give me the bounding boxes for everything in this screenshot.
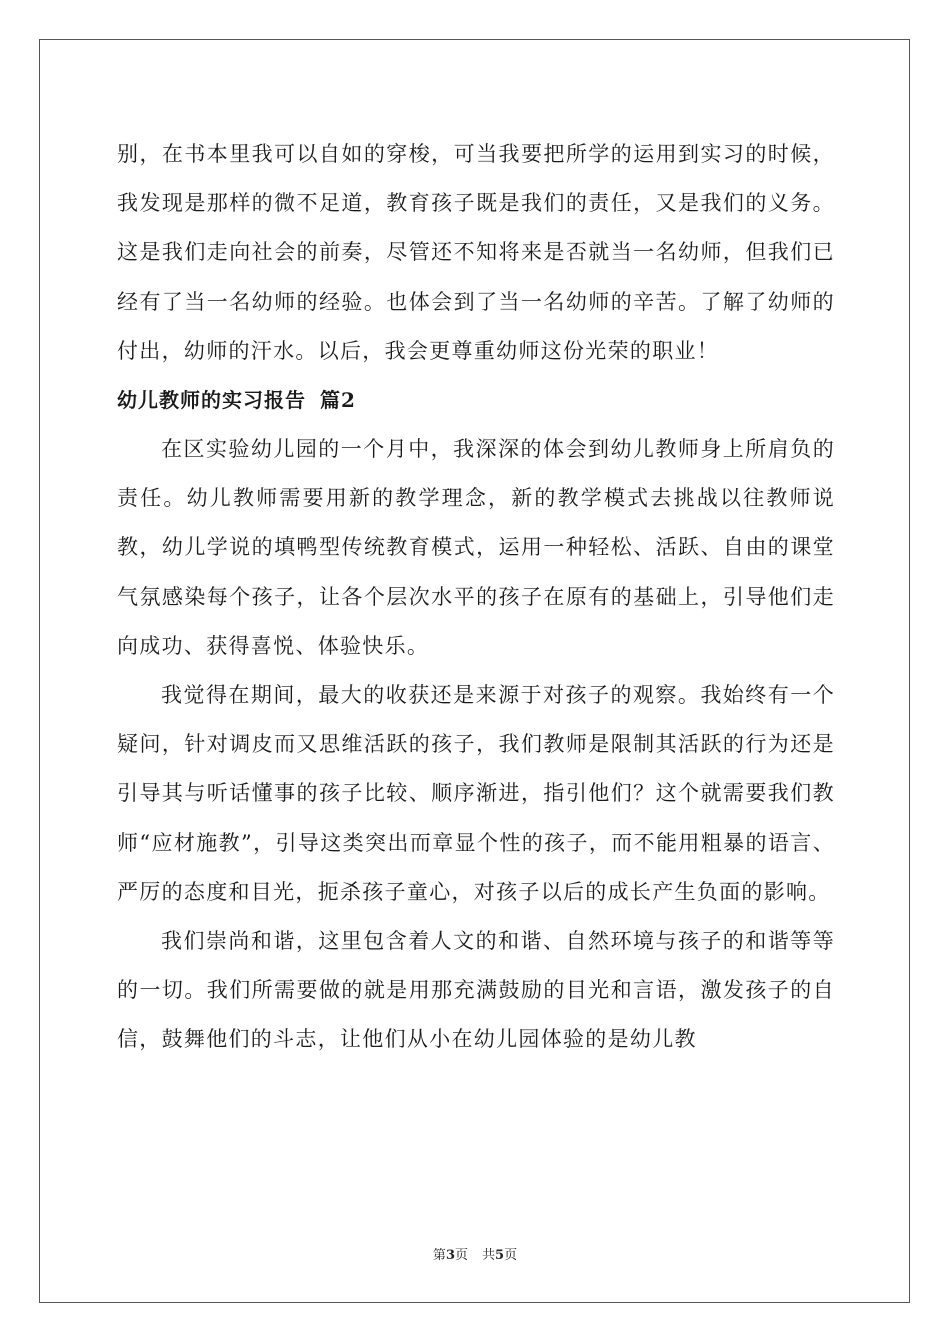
total-label-prefix: 共 xyxy=(482,1248,496,1263)
page-footer xyxy=(0,1246,950,1266)
section-heading xyxy=(117,376,835,425)
paragraph-continued: 别，在书本里我可以自如的穿梭，可当我要把所学的运用到实习的时候，我发现是那样的微不足道，教育孩子既是我们的责任，又是我们的义务。这是我们走向社会的前奏，尽管还不知将来是否就当一名幼师，但我们已经有了当一名幼师的经验。也体会到了当一名幼师的辛苦。了解了幼师的付出，幼师的汗水。以后，我会更尊重幼师这份光荣的职业！ xyxy=(117,142,835,363)
section-title: 幼儿教师的实习报告 xyxy=(117,388,306,413)
section-number: 篇2 xyxy=(320,388,356,413)
page-label-suffix: 页 xyxy=(454,1248,468,1263)
page-label-prefix: 第 xyxy=(432,1248,446,1263)
page-total: 5 xyxy=(495,1248,505,1263)
page-current: 3 xyxy=(445,1248,455,1263)
document-body xyxy=(117,130,835,1065)
paragraph-1: 在区实验幼儿园的一个月中，我深深的体会到幼儿教师身上所肩负的责任。幼儿教师需要用新的教学理念，新的教学模式去挑战以往教师说教，幼儿学说的填鸭型传统教育模式，运用一种轻松、活跃、自由的课堂气氛感染每个孩子，让各个层次水平的孩子在原有的基础上，引导他们走向成功、获得喜悦、体验快乐。 xyxy=(117,437,835,658)
paragraph-2: 我觉得在期间，最大的收获还是来源于对孩子的观察。我始终有一个疑问，针对调皮而又思维活跃的孩子，我们教师是限制其活跃的行为还是引导其与听话懂事的孩子比较、顺序渐进，指引他们？这个就需要我们教师“应材施教”，引导这类突出而章显个性的孩子，而不能用粗暴的语言、严厉的态度和目光，扼杀孩子童心，对孩子以后的成长产生负面的影响。 xyxy=(117,683,835,904)
paragraph-3: 我们崇尚和谐，这里包含着人文的和谐、自然环境与孩子的和谐等等的一切。我们所需要做的就是用那充满鼓励的目光和言语，激发孩子的自信，鼓舞他们的斗志，让他们从小在幼儿园体验的是幼儿教 xyxy=(117,929,835,1052)
total-label-suffix: 页 xyxy=(504,1248,518,1263)
